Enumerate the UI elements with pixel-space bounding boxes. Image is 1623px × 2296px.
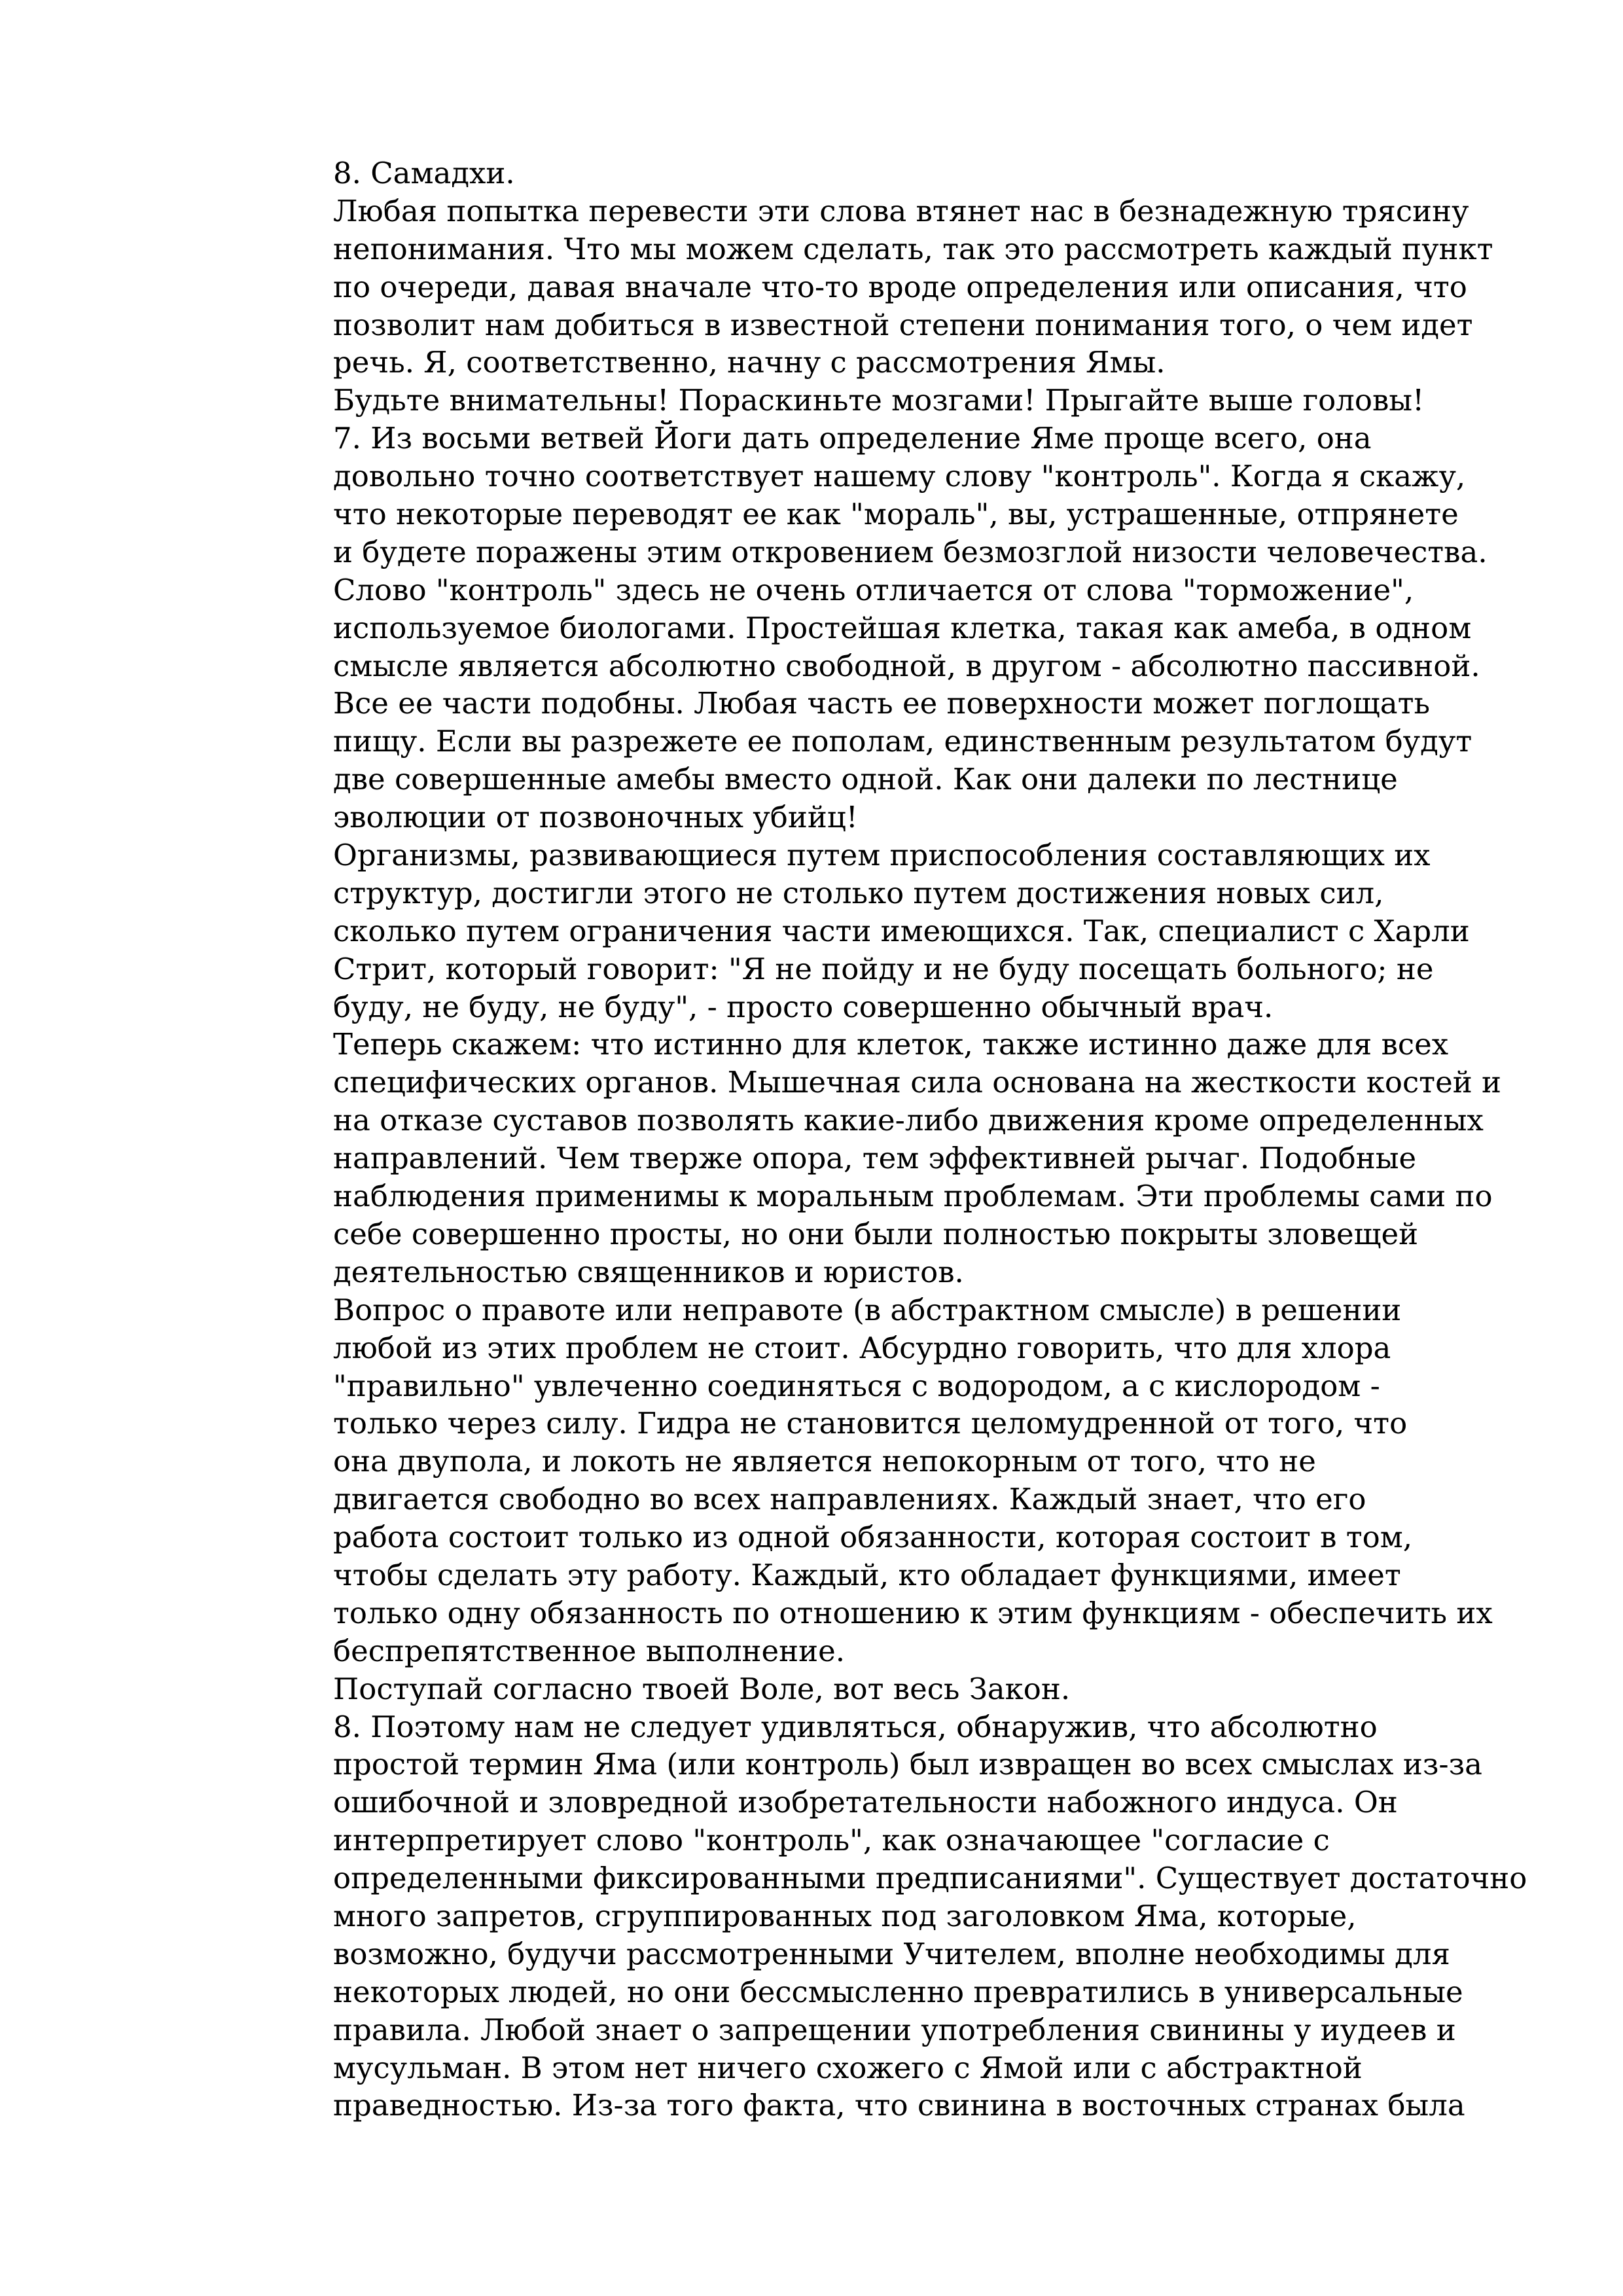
text-line: пищу. Если вы разрежете ее пополам, единственным результатом будут	[333, 724, 1472, 759]
text-line: смысле является абсолютно свободной, в другом - абсолютно пассивной.	[333, 648, 1480, 683]
text-line: что некоторые переводят ее как "мораль", вы, устрашенные, отпрянете	[333, 497, 1459, 532]
text-line: правила. Любой знает о запрещении употребления свинины у иудеев и	[333, 2012, 1456, 2047]
text-line: Теперь скажем: что истинно для клеток, также истинно даже для всех	[333, 1027, 1449, 1062]
body-text	[333, 154, 1527, 2125]
text-line: она двупола, и локоть не является непокорным от того, что не	[333, 1444, 1316, 1479]
text-line: простой термин Яма (или контроль) был извращен во всех смыслах из-за	[333, 1747, 1482, 1782]
text-line: речь. Я, соответственно, начну с рассмотрения Ямы.	[333, 345, 1166, 380]
text-line: и будете поражены этим откровением безмозглой низости человечества.	[333, 534, 1488, 569]
text-line: эволюции от позвоночных убийц!	[333, 800, 858, 835]
text-line: некоторых людей, но они бессмысленно превратились в универсальные	[333, 1974, 1463, 2009]
text-line: непонимания. Что мы можем сделать, так это рассмотреть каждый пункт	[333, 231, 1493, 266]
text-line: беспрепятственное выполнение.	[333, 1633, 846, 1668]
text-line: "правильно" увлеченно соединяться с водородом, а с кислородом -	[333, 1368, 1380, 1403]
text-line: наблюдения применимы к моральным проблемам. Эти проблемы сами по	[333, 1179, 1493, 1214]
text-line: на отказе суставов позволять какие-либо движения кроме определенных	[333, 1103, 1484, 1138]
text-line: довольно точно соответствует нашему слову "контроль". Когда я скажу,	[333, 459, 1466, 494]
text-line: Слово "контроль" здесь не очень отличается от слова "торможение",	[333, 572, 1414, 607]
text-line: две совершенные амебы вместо одной. Как они далеки по лестнице	[333, 762, 1398, 797]
text-line: 7. Из восьми ветвей Йоги дать определение Яме проще всего, она	[333, 421, 1372, 456]
text-line: по очереди, давая вначале что-то вроде определения или описания, что	[333, 269, 1467, 304]
text-line: используемое биологами. Простейшая клетка, такая как амеба, в одном	[333, 610, 1472, 645]
text-line: двигается свободно во всех направлениях. Каждый знает, что его	[333, 1482, 1366, 1517]
text-line: Все ее части подобны. Любая часть ее поверхности может поглощать	[333, 686, 1430, 721]
text-line: специфических органов. Мышечная сила основана на жесткости костей и	[333, 1065, 1501, 1100]
text-line: праведностью. Из-за того факта, что свинина в восточных странах была	[333, 2088, 1465, 2123]
text-line: Стрит, который говорит: "Я не пойду и не буду посещать больного; не	[333, 951, 1434, 986]
text-line: Организмы, развивающиеся путем приспособления составляющих их	[333, 838, 1431, 873]
text-line: сколько путем ограничения части имеющихся. Так, специалист с Харли	[333, 913, 1470, 948]
text-line: Любая попытка перевести эти слова втянет нас в безнадежную трясину	[333, 193, 1469, 228]
text-line: любой из этих проблем не стоит. Абсурдно говорить, что для хлора	[333, 1330, 1391, 1365]
text-line: только одну обязанность по отношению к этим функциям - обеспечить их	[333, 1595, 1493, 1630]
text-line: позволит нам добиться в известной степени понимания того, о чем идет	[333, 307, 1473, 342]
text-line: Вопрос о правоте или неправоте (в абстрактном смысле) в решении	[333, 1292, 1402, 1327]
text-line: чтобы сделать эту работу. Каждый, кто обладает функциями, имеет	[333, 1557, 1401, 1592]
text-line: интерпретирует слово "контроль", как означающее "согласие с	[333, 1823, 1330, 1858]
text-line: определенными фиксированными предписаниями". Существует достаточно	[333, 1861, 1527, 1896]
text-line: направлений. Чем тверже опора, тем эффективней рычаг. Подобные	[333, 1141, 1417, 1176]
text-line: Поступай согласно твоей Воле, вот весь Закон.	[333, 1671, 1071, 1706]
text-line: структур, достигли этого не столько путем достижения новых сил,	[333, 875, 1384, 910]
text-line: 8. Поэтому нам не следует удивляться, обнаружив, что абсолютно	[333, 1709, 1378, 1744]
text-line: себе совершенно просты, но они были полностью покрыты зловещей	[333, 1216, 1419, 1251]
text-line: работа состоит только из одной обязанности, которая состоит в том,	[333, 1520, 1413, 1555]
text-line: мусульман. В этом нет ничего схожего с Ямой или с абстрактной	[333, 2050, 1363, 2085]
text-line: только через силу. Гидра не становится целомудренной от того, что	[333, 1406, 1408, 1441]
text-line: деятельностью священников и юристов.	[333, 1254, 964, 1289]
text-line: Будьте внимательны! Пораскиньте мозгами! Прыгайте выше головы!	[333, 383, 1425, 418]
text-line: много запретов, сгруппированных под заголовком Яма, которые,	[333, 1898, 1357, 1933]
text-line: ошибочной и зловредной изобретательности набожного индуса. Он	[333, 1785, 1398, 1820]
text-line: буду, не буду, не буду", - просто совершенно обычный врач.	[333, 989, 1274, 1024]
text-line: возможно, будучи рассмотренными Учителем, вполне необходимы для	[333, 1936, 1450, 1971]
text-line: 8. Самадхи.	[333, 156, 515, 190]
